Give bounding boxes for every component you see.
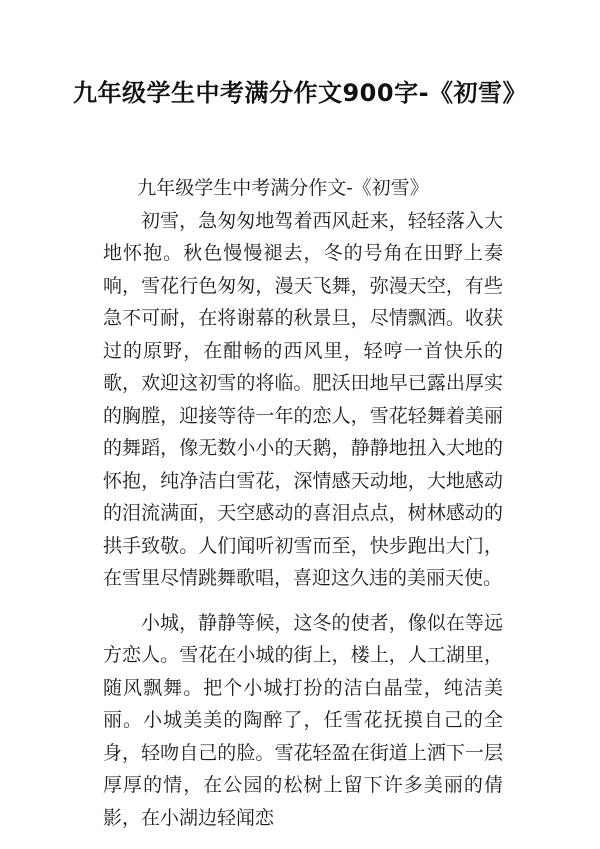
document-body [103,172,503,834]
paragraph-2: 小城，静静等候，这冬的使者，像似在等远方恋人。雪花在小城的街上，楼上，人工湖里，随风飘舞。把个小城打扮的洁白晶莹，纯洁美丽。小城美美的陶醉了，任雪花抚摸自己的全身，轻吻自己的脸。雪花轻盈在街道上洒下一层厚厚的情，在公园的松树上留下许多美丽的倩影，在小湖边轻闻恋 [103,611,503,829]
paragraph-1: 初雪，急匆匆地驾着西风赶来，轻轻落入大地怀抱。秋色慢慢褪去，冬的号角在田野上奏响，雪花行色匆匆，漫天飞舞，弥漫天空，有些急不可耐，在将谢幕的秋景旦，尽情飘洒。收获过的原野，在酣畅的西风里，轻哼一首快乐的歌，欢迎这初雪的将临。肥沃田地早已露出厚实的胸膛，迎接等待一年的恋人，雪花轻舞着美丽的舞蹈，像无数小小的天鹅，静静地扭入大地的怀抱，纯净洁白雪花，深情感天动地，大地感动的泪流满面，天空感动的喜泪点点，树林感动的拱手致敬。人们闻听初雪而至，快步跑出大门，在雪里尽情跳舞歌唱，喜迎这久违的美丽天使。 [103,209,503,589]
document-title: 九年级学生中考满分作文900字-《初雪》 [72,79,528,107]
subtitle-line: 九年级学生中考满分作文-《初雪》 [137,177,429,199]
